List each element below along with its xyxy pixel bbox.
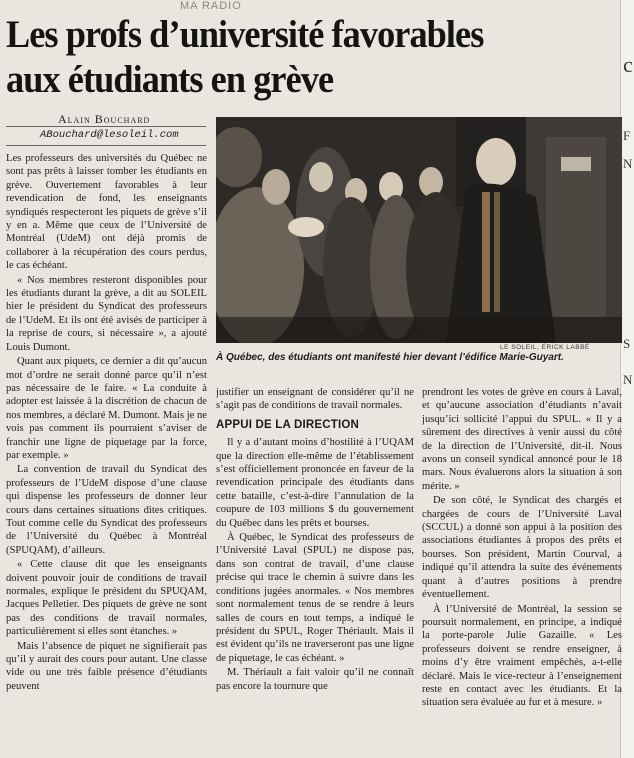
paragraph: M. Thériault a fait valoir qu’il ne connaît pas encore la tournure que — [216, 667, 414, 692]
photo-caption: À Québec, des étudiants ont manifesté hier devant l’édifice Marie-Guyart. — [216, 352, 564, 363]
paragraph: Il y a d’autant moins d’hostilité à l’UQAM que la direction elle-même de l’établissement s’est officiellement prononcée en faveur de la revendication principale des étudiants dans cette bataille, c’est-à-dire l’annulation de la coupure de 103 millions $ du gouvernement du Québec dans les prêts et bourses. — [216, 437, 414, 529]
article-column-3 — [422, 386, 622, 756]
byline: Alain Bouchard — [58, 112, 151, 126]
article-column-2 — [216, 386, 414, 756]
paragraph: Quant aux piquets, ce dernier a dit qu’aucun mot d’ordre ne serait donné parce qu’il n’est pas nécessaire de le faire. « La conduite à adopter est laissée à la discrétion de chacun de nos membres, a déclaré M. Dumont. Mais je ne vois pas comment ils pourraient s’aviser de franchir une ligne de piquetage par la force, par exemple. » — [6, 356, 207, 461]
edge-letter: F — [623, 128, 631, 143]
paragraph: justifier un enseignant de considérer qu’il ne s’agit pas de conditions de travail normales. — [216, 387, 414, 412]
headline-line-2: aux étudiants en grève — [6, 58, 334, 101]
byline-rule — [6, 145, 206, 146]
paragraph: À l’Université de Montréal, la session se poursuit normalement, en principe, a indiqué la porte-parole Julie Gazaille. « Les professeurs doivent se rendre enseigner, à moins d’y être vraiment empêchés, a-t-elle déclaré. Mais le vice-recteur à l’enseignement reste en contact avec les étudiants. Et la situation sera évaluée au fur et à mesure. » — [422, 603, 622, 709]
paragraph: Les professeurs des universités du Québec ne sont pas prêts à laisser tomber les étudiants en grève. Ouvertement favorables à leur revendication de fond, les enseignants syndiqués respecteront les piquets de grève s’il y en a. Même que ceux de l’Université de Montréal (UdeM) ont déjà promis de collaborer à la récupération des cours perdus, le cas échéant. — [6, 153, 207, 272]
paragraph: « Nos membres resteront disponibles pour les étudiants durant la grève, a dit au SOLEIL hier le président du Syndicat des professeurs de l’UdeM. Et ils ont été avisés de participer à la reprise de cours, si nécessaire », a ajouté Louis Dumont. — [6, 274, 207, 353]
paragraph: « Cette clause dit que les enseignants doivent pouvoir jouir de conditions de travail normales, explique le président du SPUQAM, Jacques Pelletier. Des piquets de grève ne sont pas des conditions de travail normales, particulièrement si elles sont étanches. » — [6, 559, 207, 638]
headline-line-1: Les profs d’université favorables — [6, 13, 484, 56]
photo-credit: LE SOLEIL, ÉRICK LABBÉ — [500, 344, 590, 351]
paragraph: La convention de travail du Syndicat des professeurs de l’UdeM dispose d’une clause qui dispense les professeurs de donner leur cours dans certaines situations dites critiques. Tout comme celle du Syndicat des professeurs de l’Université du Québec à Montréal (SPUQAM), d’ailleurs. — [6, 464, 207, 556]
byline-rule — [6, 126, 206, 127]
paragraph: Mais l’absence de piquet ne signifierait pas qu’il y aurait des cours pour autant. Une classe vide ou une très faible présence d’étudiants peuvent — [6, 640, 207, 692]
edge-letter: N — [623, 372, 633, 387]
paragraph: prendront les votes de grève en cours à Laval, et qu’aucune association d’étudiants n’avait jusqu’ici sollicité l’appui du SPUL. « Il y a sûrement des directives à venir aussi du côté de la direction de l’Université, dit-il. Nous avons un conseil syndical annoncé pour le 18 mars. Nous évaluerons alors la situation à son mérite. » — [422, 387, 622, 492]
section-subhead: APPUI DE LA DIRECTION — [216, 418, 360, 431]
article-column-1 — [6, 152, 207, 756]
paragraph: De son côté, le Syndicat des chargés et chargées de cours de l’Université Laval (SCCUL) a donné son appui à la position des associations étudiantes à propos des prêts et bourses. Son président, Martin Courval, a indiqué qu’il attendra la suite des événements quant à d’autres positions à prendre éventuellement. — [422, 495, 622, 601]
edge-letter: c — [623, 52, 633, 77]
author-email: ABouchard@lesoleil.com — [40, 129, 179, 141]
headline — [6, 12, 575, 102]
paragraph: À Québec, le Syndicat des professeurs de l’Université Laval (SPUL) ne dispose pas, dans son contrat de travail, d’une clause précise qui trace le chemin à suivre dans les conditions jugées anormales. « Nos membres sont normalement tenus de se rendre à leurs salles de cours en tout temps, a indiqué le président du SPUL, Roger Thériault. Mais il est évident qu’ils ne traverseront pas une ligne de piquetage, le cas échéant. » — [216, 532, 414, 664]
crowd-photo-illustration — [216, 117, 622, 343]
edge-letter: N — [623, 156, 633, 171]
edge-letter: S — [623, 336, 631, 351]
masthead-fragment: MA RADIO — [180, 0, 242, 12]
news-photo — [216, 117, 622, 343]
adjacent-article-edge — [620, 0, 634, 758]
